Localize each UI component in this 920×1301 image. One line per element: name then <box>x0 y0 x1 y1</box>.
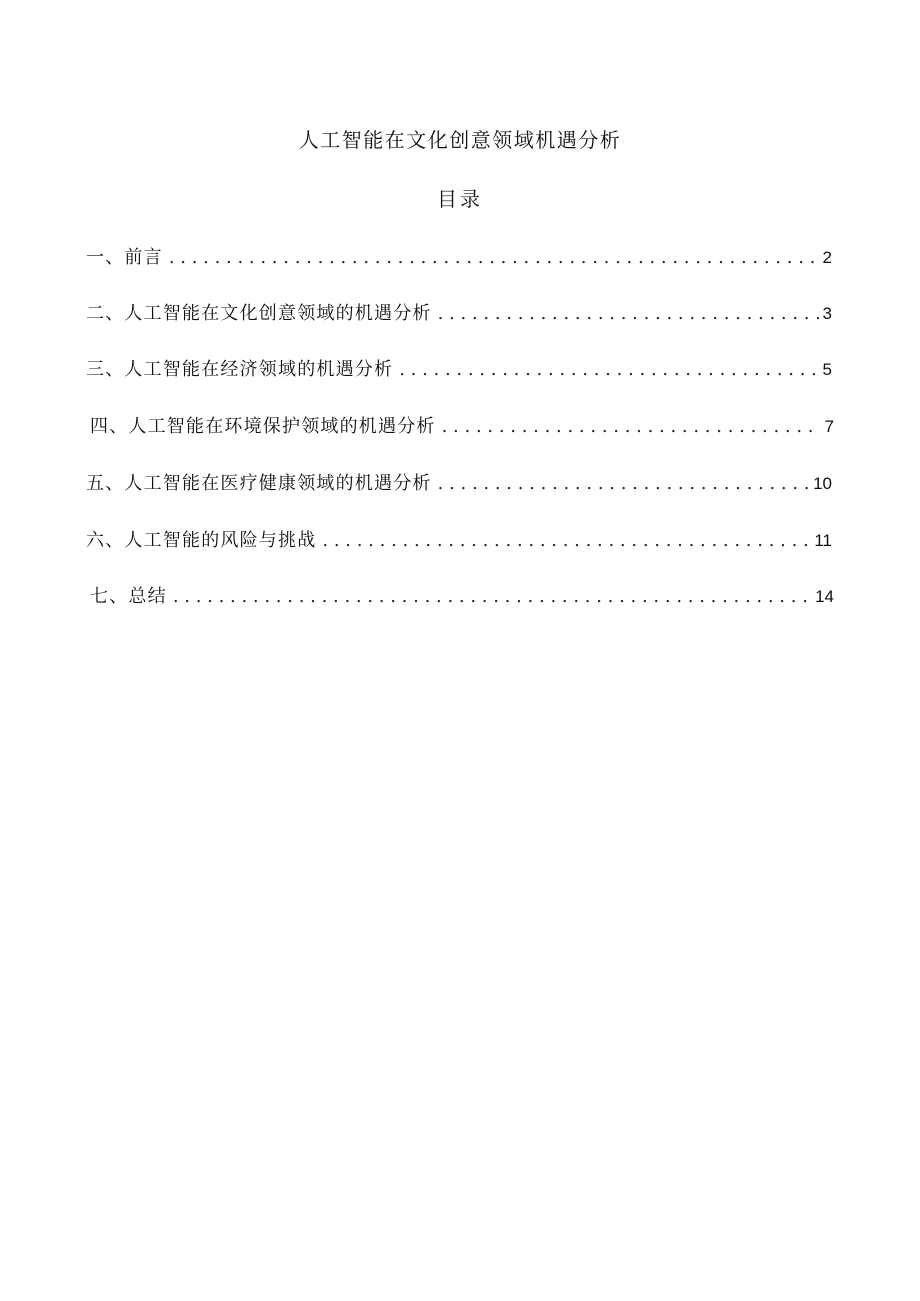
toc-entry-risks-challenges[interactable] <box>86 526 832 556</box>
toc-entry-label: 四、人工智能在环境保护领域的机遇分析 <box>90 416 436 437</box>
toc-entry-page-number: 10 <box>813 474 832 493</box>
toc-entry-page-number: 14 <box>815 587 834 606</box>
toc-dot-leader <box>322 526 810 556</box>
toc-entry-page-number: 5 <box>822 360 832 379</box>
toc-entry-economy[interactable] <box>86 355 832 385</box>
toc-entry-page-number: 11 <box>814 531 832 550</box>
toc-dot-leader <box>169 243 819 273</box>
toc-dot-leader <box>173 582 811 612</box>
toc-entry-label: 一、前言 <box>86 247 163 268</box>
toc-entry-label: 七、总结 <box>90 586 167 607</box>
toc-dot-leader <box>399 355 818 385</box>
toc-entry-label: 五、人工智能在医疗健康领域的机遇分析 <box>86 473 432 494</box>
toc-entry-label: 三、人工智能在经济领域的机遇分析 <box>86 359 394 380</box>
toc-entry-page-number: 3 <box>822 304 832 323</box>
toc-dot-leader <box>438 299 819 329</box>
document-title: 人工智能在文化创意领域机遇分析 <box>298 128 622 152</box>
toc-entry-healthcare[interactable] <box>86 469 832 499</box>
toc-heading: 目录 <box>437 187 483 211</box>
toc-entry-page-number: 2 <box>822 248 832 267</box>
toc-entry-label: 二、人工智能在文化创意领域的机遇分析 <box>86 303 432 324</box>
toc-entry-label: 六、人工智能的风险与挑战 <box>86 530 317 551</box>
toc-entry-page-number: 7 <box>824 417 834 436</box>
toc-dot-leader <box>442 412 821 442</box>
toc-entry-preface[interactable] <box>86 243 832 273</box>
toc-entry-environment[interactable] <box>90 412 834 442</box>
toc-dot-leader <box>438 469 809 499</box>
toc-entry-culture-creative[interactable] <box>86 299 832 329</box>
toc-entry-summary[interactable] <box>90 582 834 612</box>
